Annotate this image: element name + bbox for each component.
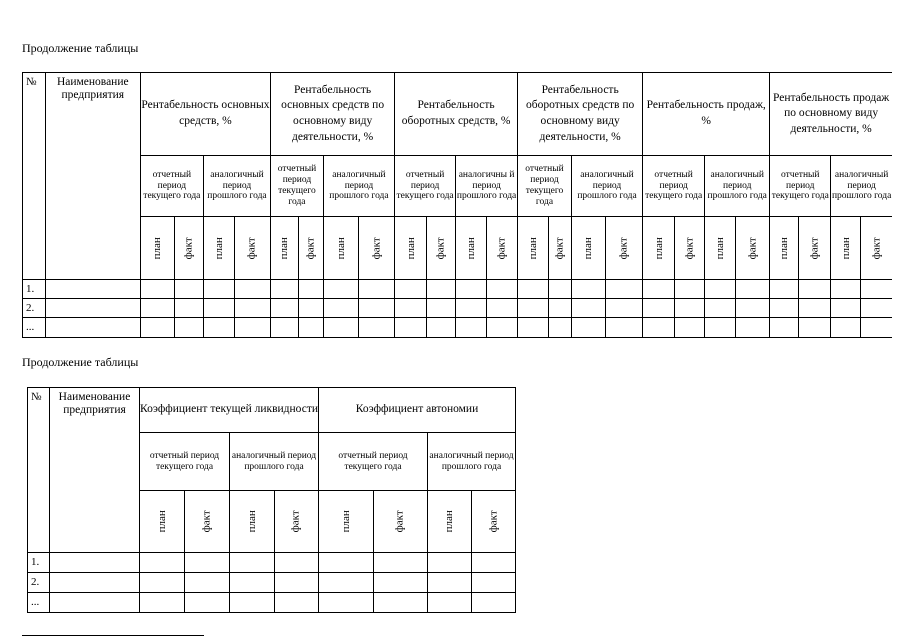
data-cell [549, 318, 572, 338]
fact-label: факт [683, 236, 696, 260]
plan-header [705, 217, 736, 280]
data-cell [185, 593, 230, 613]
data-cell [185, 553, 230, 573]
data-cell [472, 553, 516, 573]
metric-header: Рентабельность продаж по основному виду деятельности, % [770, 73, 892, 156]
plan-header [428, 491, 472, 553]
liquidity-table [27, 387, 516, 613]
plan-label: план [212, 236, 225, 260]
previous-period-header: аналогичный период прошлого года [203, 156, 270, 217]
fact-header [174, 217, 203, 280]
metric-header: Рентабельность оборотных средств по основному виду деятельности, % [518, 73, 643, 156]
table-row [28, 553, 516, 573]
data-cell [571, 280, 605, 299]
data-cell [487, 318, 518, 338]
current-period-header: отчетный период текущего года [770, 156, 831, 217]
fact-header [861, 217, 892, 280]
data-cell [605, 280, 642, 299]
data-cell [770, 318, 799, 338]
fact-label: факт [495, 236, 508, 260]
data-cell [549, 299, 572, 318]
plan-header [230, 491, 275, 553]
table2-caption: Продолжение таблицы [22, 355, 139, 369]
plan-header [518, 217, 549, 280]
plan-header [456, 217, 487, 280]
data-cell [203, 299, 234, 318]
data-cell [861, 280, 892, 299]
data-cell [140, 299, 174, 318]
data-cell [675, 318, 705, 338]
data-cell [203, 280, 234, 299]
number-header: № [28, 388, 50, 553]
data-cell [203, 318, 234, 338]
fact-label: факт [304, 236, 317, 260]
plan-label: план [339, 510, 352, 533]
data-cell [230, 573, 275, 593]
plan-header [395, 217, 427, 280]
data-cell [861, 318, 892, 338]
previous-period-header: аналогичный период прошлого года [323, 156, 394, 217]
fact-header [675, 217, 705, 280]
data-cell [705, 299, 736, 318]
current-period-header: отчетный период текущего года [643, 156, 705, 217]
data-cell [456, 318, 487, 338]
fact-label: факт [746, 236, 759, 260]
data-cell [275, 593, 319, 613]
data-cell [230, 593, 275, 613]
fact-header [549, 217, 572, 280]
fact-label: факт [808, 236, 821, 260]
data-cell [487, 299, 518, 318]
data-cell [643, 280, 675, 299]
row-number: 2. [28, 573, 50, 593]
data-cell [428, 573, 472, 593]
row-company-cell [45, 280, 140, 299]
fact-label: факт [200, 510, 213, 533]
fact-label: факт [290, 510, 303, 533]
data-cell [140, 280, 174, 299]
fact-header [374, 491, 428, 553]
plan-label: план [526, 236, 539, 260]
data-cell [358, 318, 394, 338]
plan-header [323, 217, 358, 280]
fact-label: факт [553, 236, 566, 260]
plan-header [770, 217, 799, 280]
metric-header: Рентабельность основных средств, % [140, 73, 270, 156]
row-number: ... [28, 593, 50, 613]
fact-header [487, 217, 518, 280]
company-name-header: Наименование предприятия [50, 388, 140, 553]
data-cell [140, 553, 185, 573]
data-cell [675, 280, 705, 299]
table-row [28, 593, 516, 613]
data-cell [799, 318, 831, 338]
plan-header [643, 217, 675, 280]
data-cell [831, 280, 861, 299]
row-number: 1. [28, 553, 50, 573]
data-cell [374, 553, 428, 573]
fact-header [427, 217, 456, 280]
fact-label: факт [394, 510, 407, 533]
row-number: 1. [23, 280, 46, 299]
data-cell [271, 299, 299, 318]
fact-header [605, 217, 642, 280]
data-cell [736, 280, 770, 299]
company-name-header: Наименование предприятия [45, 73, 140, 280]
data-cell [185, 573, 230, 593]
previous-period-header: аналогичный период прошлого года [705, 156, 770, 217]
number-header: № [23, 73, 46, 280]
data-cell [174, 280, 203, 299]
previous-period-header: аналогичный период прошлого года [831, 156, 892, 217]
data-cell [427, 318, 456, 338]
data-cell [323, 280, 358, 299]
data-cell [319, 573, 374, 593]
plan-label: план [443, 510, 456, 533]
plan-label: план [839, 236, 852, 260]
profitability-table [22, 72, 892, 338]
data-cell [456, 280, 487, 299]
current-period-header: отчетный период текущего года [271, 156, 324, 217]
metric-header: Рентабельность продаж, % [643, 73, 770, 156]
data-cell [427, 299, 456, 318]
fact-header [185, 491, 230, 553]
data-cell [643, 318, 675, 338]
row-number: ... [23, 318, 46, 338]
fact-header [234, 217, 270, 280]
plan-label: план [652, 236, 665, 260]
data-cell [271, 280, 299, 299]
data-cell [831, 318, 861, 338]
data-cell [605, 318, 642, 338]
plan-header [831, 217, 861, 280]
data-cell [140, 593, 185, 613]
plan-label: план [464, 236, 477, 260]
data-cell [358, 299, 394, 318]
metric-header: Коэффициент автономии [319, 388, 516, 433]
previous-period-header: аналогичный период прошлого года [428, 433, 516, 491]
data-cell [374, 573, 428, 593]
plan-label: план [777, 236, 790, 260]
data-cell [861, 299, 892, 318]
fact-label: факт [617, 236, 630, 260]
row-company-cell [45, 299, 140, 318]
data-cell [571, 318, 605, 338]
data-cell [298, 280, 323, 299]
plan-header [271, 217, 299, 280]
data-cell [705, 280, 736, 299]
footnote-separator [22, 635, 204, 636]
data-cell [428, 553, 472, 573]
data-cell [323, 299, 358, 318]
fact-label: факт [434, 236, 447, 260]
data-cell [831, 299, 861, 318]
fact-header [298, 217, 323, 280]
data-cell [472, 593, 516, 613]
data-cell [799, 299, 831, 318]
data-cell [799, 280, 831, 299]
data-cell [427, 280, 456, 299]
fact-header [472, 491, 516, 553]
data-cell [319, 593, 374, 613]
plan-label: план [582, 236, 595, 260]
previous-period-header: аналогичны й период прошлого года [456, 156, 518, 217]
plan-header [203, 217, 234, 280]
metric-header: Рентабельность оборотных средств, % [395, 73, 518, 156]
table-row [28, 573, 516, 593]
data-cell [428, 593, 472, 613]
data-cell [736, 318, 770, 338]
table1-caption: Продолжение таблицы [22, 41, 139, 55]
row-company-cell [50, 593, 140, 613]
fact-label: факт [182, 236, 195, 260]
data-cell [140, 573, 185, 593]
data-cell [298, 299, 323, 318]
data-cell [518, 299, 549, 318]
data-cell [456, 299, 487, 318]
data-cell [234, 299, 270, 318]
data-cell [395, 299, 427, 318]
plan-label: план [334, 236, 347, 260]
data-cell [271, 318, 299, 338]
plan-header [571, 217, 605, 280]
plan-label: план [245, 510, 258, 533]
data-cell [323, 318, 358, 338]
row-company-cell [45, 318, 140, 338]
fact-label: факт [246, 236, 259, 260]
data-cell [518, 280, 549, 299]
data-cell [358, 280, 394, 299]
data-cell [319, 553, 374, 573]
metric-header: Коэффициент текущей ликвидности [140, 388, 319, 433]
plan-label: план [151, 236, 164, 260]
data-cell [275, 553, 319, 573]
data-cell [518, 318, 549, 338]
row-company-cell [50, 573, 140, 593]
data-cell [395, 318, 427, 338]
data-cell [395, 280, 427, 299]
current-period-header: отчетный период текущего года [319, 433, 428, 491]
plan-label: план [713, 236, 726, 260]
data-cell [770, 299, 799, 318]
previous-period-header: аналогичный период прошлого года [230, 433, 319, 491]
plan-label: план [278, 236, 291, 260]
current-period-header: отчетный период текущего года [518, 156, 572, 217]
data-cell [234, 280, 270, 299]
previous-period-header: аналогичный период прошлого года [571, 156, 642, 217]
fact-label: факт [370, 236, 383, 260]
data-cell [472, 573, 516, 593]
row-company-cell [50, 553, 140, 573]
table-row [23, 299, 893, 318]
data-cell [675, 299, 705, 318]
data-cell [705, 318, 736, 338]
current-period-header: отчетный период текущего года [140, 433, 230, 491]
plan-label: план [404, 236, 417, 260]
data-cell [275, 573, 319, 593]
data-cell [605, 299, 642, 318]
plan-header [140, 217, 174, 280]
data-cell [174, 299, 203, 318]
data-cell [234, 318, 270, 338]
data-cell [230, 553, 275, 573]
data-cell [770, 280, 799, 299]
fact-header [358, 217, 394, 280]
data-cell [374, 593, 428, 613]
data-cell [140, 318, 174, 338]
fact-label: факт [487, 510, 500, 533]
data-cell [487, 280, 518, 299]
current-period-header: отчетный период текущего года [140, 156, 203, 217]
data-cell [643, 299, 675, 318]
fact-header [275, 491, 319, 553]
data-cell [174, 318, 203, 338]
fact-header [799, 217, 831, 280]
data-cell [736, 299, 770, 318]
plan-label: план [155, 510, 168, 533]
plan-header [140, 491, 185, 553]
metric-header: Рентабельность основных средств по основному виду деятельности, % [271, 73, 395, 156]
data-cell [298, 318, 323, 338]
plan-header [319, 491, 374, 553]
row-number: 2. [23, 299, 46, 318]
fact-label: факт [870, 236, 883, 260]
current-period-header: отчетный период текущего года [395, 156, 456, 217]
fact-header [736, 217, 770, 280]
table-row [23, 318, 893, 338]
table-row [23, 280, 893, 299]
data-cell [571, 299, 605, 318]
data-cell [549, 280, 572, 299]
